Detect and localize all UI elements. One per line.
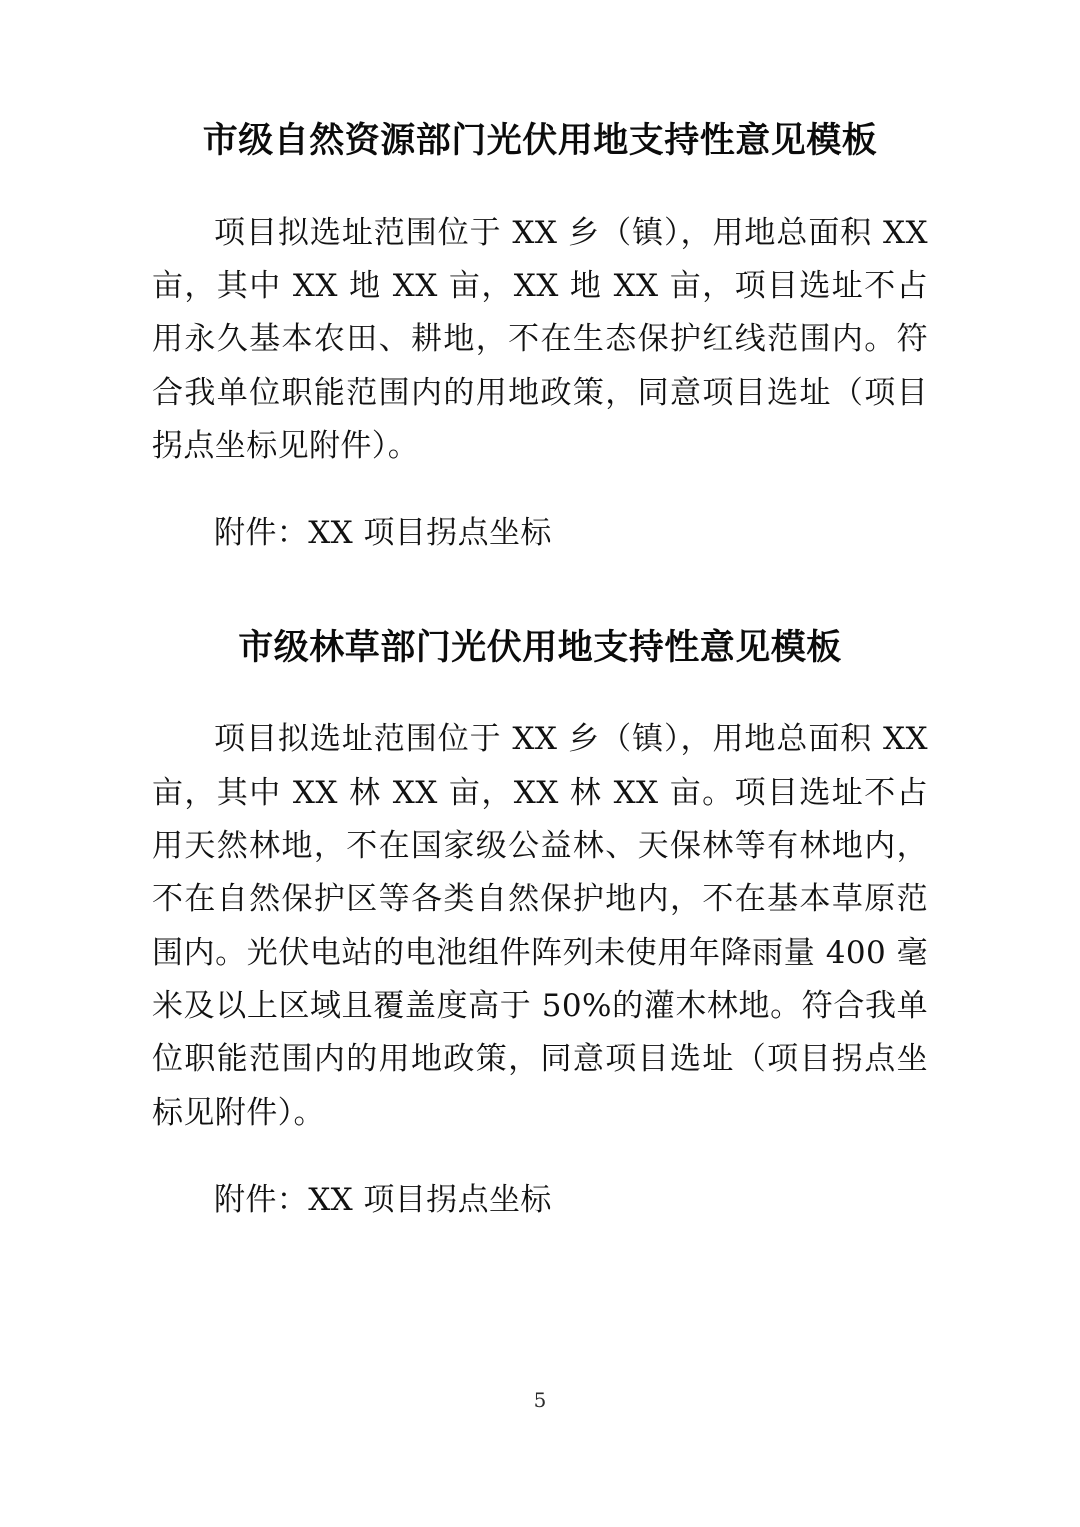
section-body-natural-resources: 项目拟选址范围位于 XX 乡（镇），用地总面积 XX 亩，其中 XX 地 XX 亩，XX 地 XX 亩，项目选址不占用永久基本农田、耕地，不在生态保护红线范围内。符合我单位职能范围内的用地政策，同意项目选址（项目拐点坐标见附件）。	[152, 214, 928, 464]
section-body-forestry-grassland: 项目拟选址范围位于 XX 乡（镇），用地总面积 XX 亩，其中 XX 林 XX 亩，XX 林 XX 亩。项目选址不占用天然林地，不在国家级公益林、天保林等有林地内，不在自然保护区等各类自然保护地内，不在基本草原范围内。光伏电站的电池组件阵列未使用年降雨量 400 毫米及以上区域且覆盖度高于 50%的灌木林地。符合我单位职能范围内的用地政策，同意项目选址（项目拐点坐标见附件）。	[152, 721, 928, 1131]
section-attachment-natural-resources: 附件：XX 项目拐点坐标	[214, 515, 552, 552]
document-content	[152, 110, 928, 1227]
section-attachment-forestry-grassland: 附件：XX 项目拐点坐标	[214, 1181, 552, 1218]
section-heading-forestry-grassland: 市级林草部门光伏用地支持性意见模板	[238, 627, 842, 668]
section-heading-natural-resources: 市级自然资源部门光伏用地支持性意见模板	[202, 121, 878, 161]
page-number: 5	[533, 1388, 547, 1412]
